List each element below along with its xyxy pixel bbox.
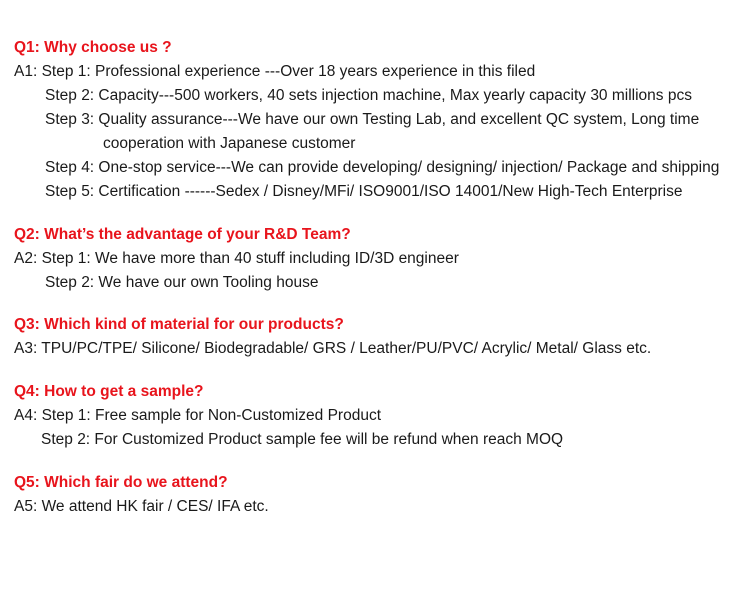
answer-2-line-2: Step 2: We have our own Tooling house [45,274,319,291]
answer-1-line-3: Step 3: Quality assurance---We have our own Testing Lab, and excellent QC system, Long time [45,111,700,128]
question-5: Q5: Which fair do we attend? [14,474,228,491]
answer-1-line-5: Step 4: One-stop service---We can provide developing/ designing/ injection/ Package and shipping [45,159,720,176]
answer-1-line-4: cooperation with Japanese customer [103,135,356,152]
answer-4-line-1: A4: Step 1: Free sample for Non-Customized Product [14,407,381,424]
answer-2-line-1: A2: Step 1: We have more than 40 stuff including ID/3D engineer [14,250,459,267]
answer-5-line-1: A5: We attend HK fair / CES/ IFA etc. [14,498,269,515]
question-4: Q4: How to get a sample? [14,383,204,400]
answer-1-line-2: Step 2: Capacity---500 workers, 40 sets injection machine, Max yearly capacity 30 millions pcs [45,87,692,104]
answer-1-line-6: Step 5: Certification ------Sedex / Disney/MFi/ ISO9001/ISO 14001/New High-Tech Enterprise [45,183,683,200]
answer-4-line-2: Step 2: For Customized Product sample fee will be refund when reach MOQ [41,431,564,448]
question-2: Q2: What’s the advantage of your R&D Team? [14,226,351,243]
answer-1-line-1: A1: Step 1: Professional experience ---Over 18 years experience in this filed [14,63,536,80]
question-1: Q1: Why choose us ? [14,39,172,56]
answer-3-line-1: A3: TPU/PC/TPE/ Silicone/ Biodegradable/ GRS / Leather/PU/PVC/ Acrylic/ Metal/ Glass etc. [14,340,652,357]
question-3: Q3: Which kind of material for our products? [14,316,344,333]
